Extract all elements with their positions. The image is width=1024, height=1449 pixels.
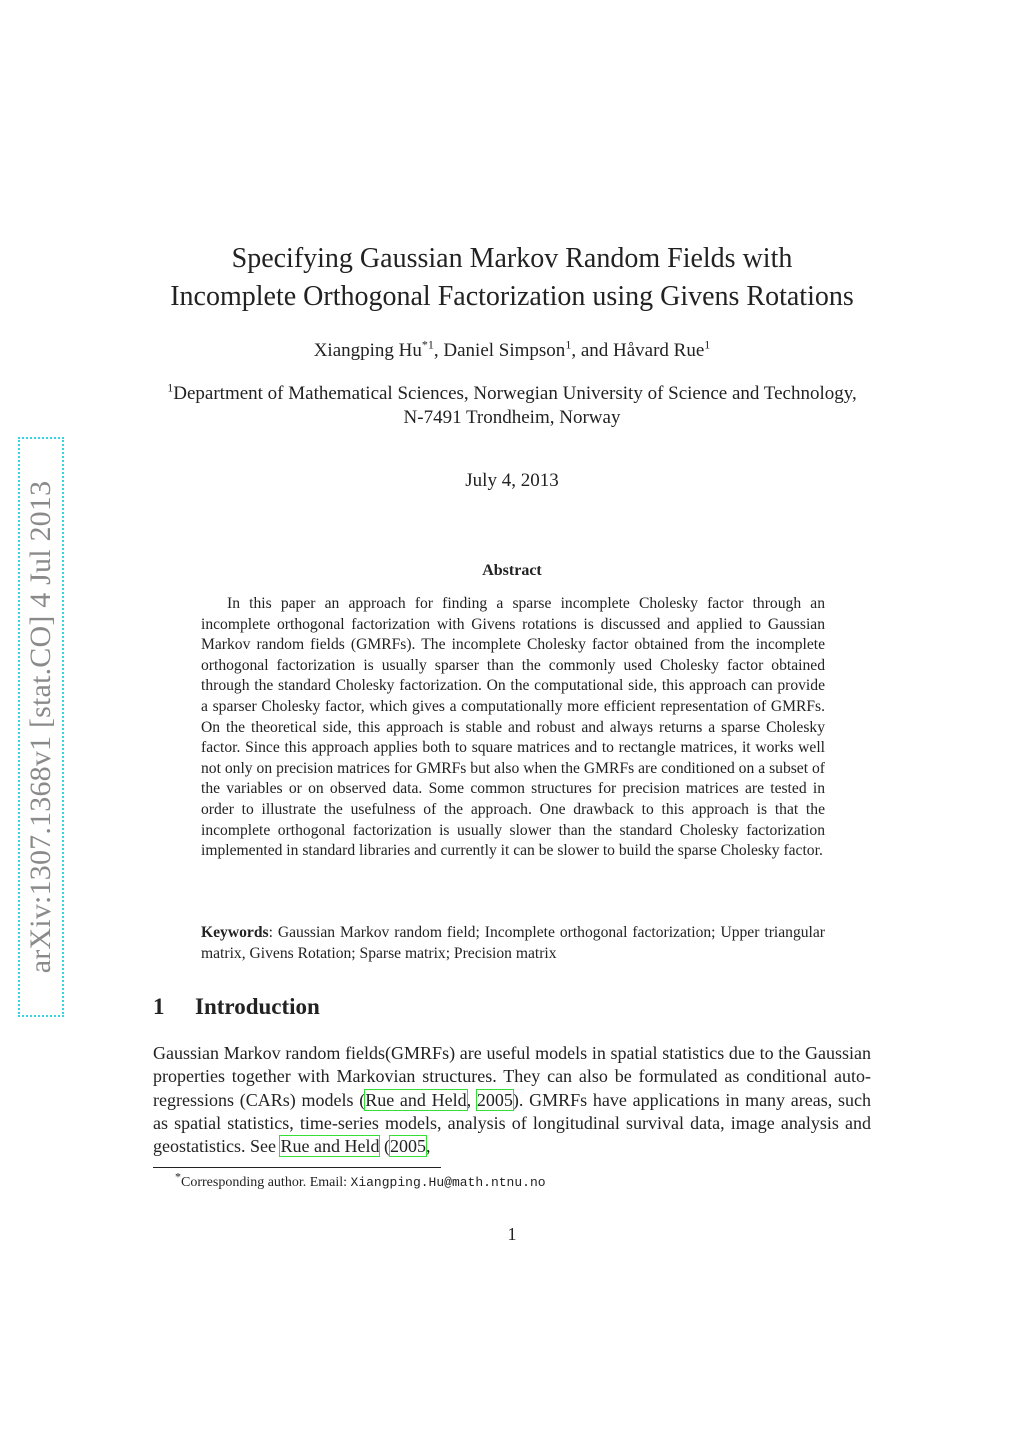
footnote-mark: * [175,1169,181,1184]
citation-link-year[interactable]: 2005 [389,1136,426,1157]
footnote-text: Corresponding author. Email: [181,1175,351,1190]
paper-date: July 4, 2013 [465,470,559,491]
intro-text: , [425,1136,431,1157]
section-heading-introduction [153,994,320,1020]
introduction-paragraph [153,1042,871,1158]
title-line-1: Specifying Gaussian Markov Random Fields with [231,243,793,274]
corresponding-email-link[interactable]: Xiangping.Hu@math.ntnu.no [350,1175,546,1190]
author-separator: , [433,340,444,361]
citation-open-paren: ( [379,1136,390,1157]
keywords-list: : Gaussian Markov random field; Incomplete orthogonal factorization; Upper triangular matrix, Givens Rotation; Sparse matrix; Precision matrix [201,924,825,962]
footnote-divider [153,1167,441,1168]
author-affiliation [160,382,864,430]
arxiv-identifier-stamp[interactable] [18,437,64,1017]
arxiv-identifier-text: arXiv:1307.1368v1 [stat.CO] 4 Jul 2013 [24,480,57,974]
footnote-corresponding-author [175,1169,546,1191]
author-mark: 1 [565,337,572,352]
intro-text: ). GMRFs have applications in many areas, such as spatial statistics, time-series models, analysis of longitudinal survival data, image analysis and geostatistics. See [153,1089,871,1157]
title-line-2: Incomplete Orthogonal Factorization using Givens Rotations [170,281,854,312]
author-name: Håvard Rue [613,340,705,361]
keywords-label: Keywords [201,924,269,941]
author-name: Daniel Simpson [443,340,566,361]
author-separator: , and [571,340,613,361]
author-name: Xiangping Hu [313,340,422,361]
author-mark: 1 [704,337,711,352]
author-mark: *1 [421,337,434,352]
section-number: 1 [153,994,165,1019]
abstract-body: In this paper an approach for finding a sparse incomplete Cholesky factor through an incomplete orthogonal factorization with Givens rotations is discussed and applied to Gaussian Markov random fields (GMRFs). The incomplete Cholesky factor obtained from the incomplete orthogonal factorization is usually sparser than the commonly used Cholesky factor obtained through the standard Cholesky factorization. On the computational side, this approach can provide a sparser Cholesky factor, which gives a computationally more efficient representation of GMRFs. On the theoretical side, this approach is stable and robust and always returns a sparse Cholesky factor. Since this approach applies both to square matrices and to rectangle matrices, it works well not only on precision matrices for GMRFs but also when the GMRFs are conditioned on a subset of the variables or on observed data. Some common structures for precision matrices are tested in order to illustrate the usefulness of the approach. One drawback to this approach is that the incomplete orthogonal factorization is usually slower than the standard Cholesky factorization implemented in standard libraries and currently it can be slower to build the sparse Cholesky factor. [201,595,825,860]
citation-link-author[interactable]: Rue and Held [280,1136,380,1157]
paper-title [120,240,904,316]
citation-link-author[interactable]: Rue and Held [365,1089,467,1110]
affiliation-text: Department of Mathematical Sciences, Norwegian University of Science and Technology, N-7491 Trondheim, Norway [173,383,857,428]
page-number: 1 [507,1224,517,1244]
citation-link-year[interactable]: 2005 [476,1089,513,1110]
section-title: Introduction [195,994,320,1019]
abstract-heading: Abstract [482,562,542,579]
affiliation-mark: 1 [167,380,174,395]
citation-separator: , [466,1089,477,1110]
keywords [201,923,825,964]
author-list [120,337,904,362]
intro-text: Gaussian Markov random fields(GMRFs) are useful models in spatial statistics due to the Gaussian properties together with Markovian structures. They can also be formulated as conditional auto-regressions (CARs) models ( [153,1043,871,1110]
